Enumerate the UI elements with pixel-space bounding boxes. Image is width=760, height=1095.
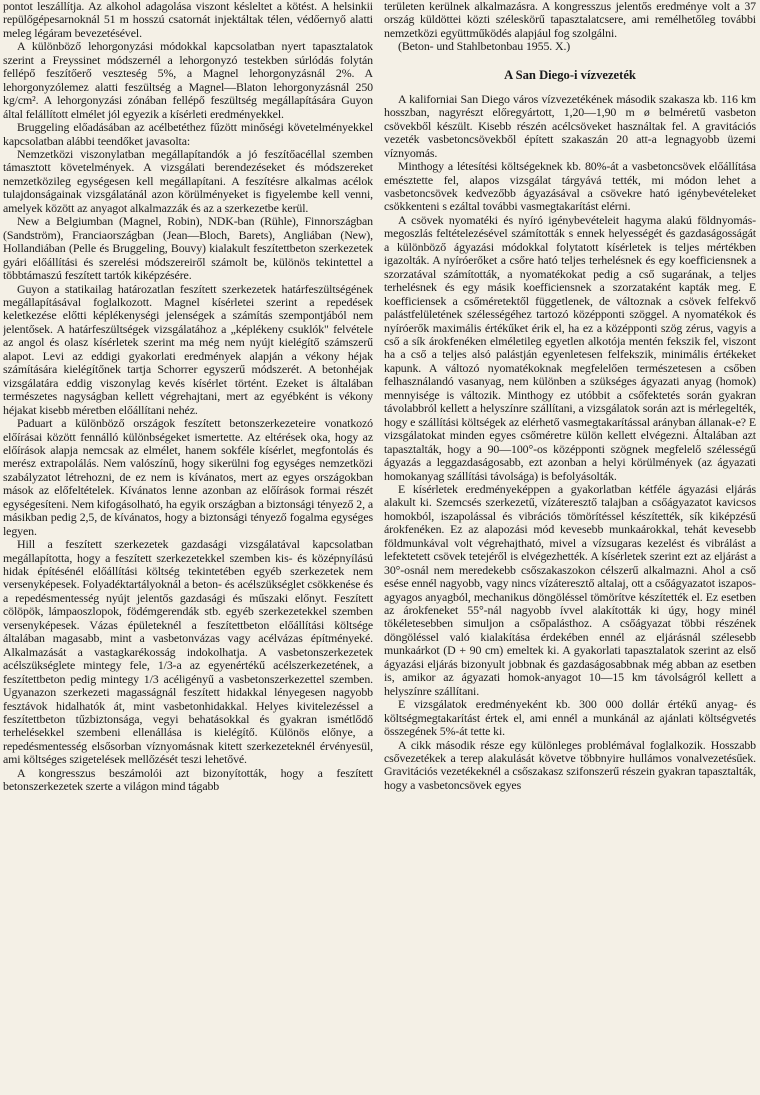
paragraph: Bruggeling előadásában az acélbetéthez fűzött minőségi követelményekkel kapcsolatban alábbi teendőket javasolta: <box>3 120 373 148</box>
right-column <box>384 0 756 1095</box>
paragraph: Paduart a különböző országok feszített betonszerkezeteire vonatkozó előírásai között fennálló különbségeket ismertette. Az eltérések oka, hogy az előírások alapja nemcsak az elmélet, hanem sokféle kísérlet, megfontolás és merész extrapolálás. Nem valószínű, hogy sikerülni fog egységes nemzetközi szabályzatot létrehozni, de ez nem is kívánatos, mert az egyes országokban mások az előfeltételek. Kívánatos lenne azonban az előírások formai részét egységesíteni. Nem kifogásolható, ha egyik országban a biztonsági tényező 2, a másikban pedig 2,5, de kívánatos, hogy a biztonsági tényező fogalma egységes legyen. <box>3 416 373 538</box>
left-column <box>3 0 373 1095</box>
paragraph: New a Belgiumban (Magnel, Robin), NDK-ban (Rühle), Finnországban (Sandström), Franciaországban (Jean—Bloch, Barets), Angliában (New), Hollandiában (Pelle és Bruggeling, Bouvy) kialakult feszítettbeton szerkezetek gyári előállítási és szerelési módszereiről számolt be, különös tekintettel a többtámaszú feszített tartók kiképzésére. <box>3 214 373 283</box>
paragraph: Nemzetközi viszonylatban megállapítandók a jó feszítőacéllal szemben támasztott követelmények. A vizsgálati berendezéseket és módszereket nemzetközileg egységesen kell megállapítani. A feszítésre alkalmas acélok tulajdonságainak vizsgálatánál azon körülményeket is figyelembe kell venni, amelyek között az anyagot alkalmazzák és az a szerkezetbe kerül. <box>3 146 373 215</box>
paragraph: A különböző lehorgonyzási módokkal kapcsolatban nyert tapasztalatok szerint a Freyssinet módszernél a lehorgonyzó testekben súrlódás folytán fellépő feszítőerő veszteség 5%, a Magnel lehorgonyzásnál 2%. A lehorgonyzólemez alatti feszültség a Magnel—Blaton lehorgonyzásnál 250 kg/cm². A lehorgonyzási zónában fellépő feszültség megállapítására Guyon által felállított elmélet jól egyezik a kísérleti eredményekkel. <box>3 39 373 121</box>
paragraph: Guyon a statikailag határozatlan feszített szerkezetek határfeszültségének megállapításával foglalkozott. Magnel kísérletei szerint a repedések keletkezése előtti képlékenységi jelenségek a számítás szempontjából nem jelentősek. A határfeszültségek vizsgálatához a „képlékeny csuklók" felvétele az angol és olasz kísérletek szerint ma még nem nyújt kielégítő számszerű alapot. Levi az eddigi gyakorlati eredmények alapján a vékony héjak számítására kielégítőnek tartja Schorrer egyszerű módszerét. A betonhéjak vizsgálatára eddig viszonylag kevés kísérlet történt. Ezeket is általában természetes nagyságban kellett végrehajtani, mert az egyébként is vékony héjakat kisebb méretben előállítani nehéz. <box>3 281 373 417</box>
paragraph: A csövek nyomatéki és nyíró igénybevételeit hagyma alakú földnyomás-megoszlás feltételezésével számították s ennek helyességét és gazdaságosságát a különböző ágyazási módokkal folytatott kísérletek is teljes mértékben igazolták. A nyíróerőket a csőre ható teljes terhelésnek és egy koefficiensnek a szorzatával számították, a nyomatékokat pedig a cső sugarának, a teljes terhelésnek és egy másik koefficiensnek a szorzataként kapták meg. E koefficiensek a csőméretektől függetlenek, de változnak a csövek felfekvő palástfelületének szélességéhez tartozó középponti szöggel. A nyomatékok és nyíróerők maximális értékűket érik el, ha ez a középponti szög zérus, vagyis a cső a sík árokfenéken elméletileg egyetlen alkotója mentén fekszik fel, viszont ha a cső a teljes alsó palástján egyenletesen felfekszik, minimális értékeket kapunk. A változó nyomatékoknak megfelelően természetesen a csőben felhasználandó vasanyag, nem különben a szükséges ágyazati anyag (homok) mennyisége is változik. Minthogy ez utóbbit a csőfektetés során gyakran távolabbról kellett a helyszínre szállítani, a vizsgálatok során azt is mérlegelték, hogy e szállítási költségek az elérhető vasmegtakarítással arányban állanak-e? E vizsgálatokat minden egyes csőméretre külön kellett elvégezni. Általában azt tapasztalták, hogy a 90—100°-os középponti szögnek megfelelő szélességű ágyazás a leggazdaságosabb, ezt azonban a helyi körülmények (az ágyazati homokanyag szállítási távolsága) is befolyásolták. <box>384 212 756 483</box>
paragraph: pontot leszállítja. Az alkohol adagolása viszont késleltet a kötést. A helsinkii repülőgépesarnoknál 51 m hosszú csatornát injektáltak télen, védőernyő alatti meleg légáram bevezetésével. <box>3 0 373 40</box>
paragraph: E kísérletek eredményeképpen a gyakorlatban kétféle ágyazási eljárás alakult ki. Szemcsés szerkezetű, vízáteresztő talajban a csőágyazatot kavicsos homokból, iszapolással és vibrációs tömörítéssel készítették, sík kiképzésű árokfenéken. Ez az alapozási mód kevesebb munkaárokkal, tehát kevesebb földmunkával volt végrehajtható, mivel a vízsugaras kezelést és vibrálást a lefektetett csövek tetejéről is elvégezhették. A kísérletek szerint ezt az eljárást a 30°-osnál nem meredekebb csőszakaszokon célszerű alkalmazni. Ahol a cső esése ennél nagyobb, vagy nincs vízáteresztő altalaj, ott a csőágyazatot iszapos-agyagos anyagból, mechanikus döngöléssel tömörítve készítették el. Ez esetben az árokfeneket 55°-nál nagyobb ívvel alakították ki úgy, hogy minél tökéletesebben simuljon a csőpalásthoz. A csőágyazat többi részének döngöléssel való kialakítása érdekében ennél az eljárásnál szélesebb munkaárkot (D + 90 cm) emeltek ki. A gyakorlati tapasztalatok szerint az első ágyazási eljárás bizonyult jobbnak és gazdaságosabbnak még abban az esetben is, amikor az ágyazati homok-anyagot 10—15 km távolságról kellett a helyszínre szállítani. <box>384 481 756 698</box>
source-reference: (Beton- und Stahlbetonbau 1955. X.) <box>398 39 571 54</box>
paragraph: területen kerülnek alkalmazásra. A kongresszus jelentős eredménye volt a 37 ország küldöttei közti széleskörű tapasztalatcsere, ami remélhetőleg további nemzetközi együttműködés alapjául fog szolgálni. <box>384 0 756 40</box>
paragraph: Hill a feszített szerkezetek gazdasági vizsgálatával kapcsolatban megállapította, hogy a feszített szerkezetekkel szemben kis- és középnyílású hidak építésénél előállítási költség tekintetében egyéb szerkezetek nem versenyképesek. Folyadéktartályoknál a beton- és acélszükséglet csökkenése és a repedésmentesség nyújt jelentős gazdasági és műszaki előnyt. Feszített cölöpök, lámpaoszlopok, födémgerendák stb. egyéb szerkezetekkel szemben versenyképesek. Vázas épületeknél a feszítettbeton előállítási költsége általában magasabb, mint a vasbetonvázas vagy acélvázas építményeké. Alkalmazását a vastagkarékosság indokolhatja. A vasbetonszerkezetek acélszükséglete mintegy fele, 1/3-a az egyenértékű acélszerkezetének, a feszítettbeton pedig mintegy 1/3 acéligényű a vasbetonszerkezettel szemben. Ugyanazon szerkezeti magasságnál feszített hidakkal lényegesen nagyobb fesztávok hidalhatók át, mint vasbetonhidakkal. Helyes kivitelezéssel a feszítettbeton tűzbiztonsága, vegyi behatásokkal és gyakran ismétlődő terhelésekkel szembeni ellenállása is kielégítő. Különös előnye, a repedésmentesség elsősorban víznyomásnak kitett szerkezeteknél érvényesül, ami költséges szigetelések mellőzését teszi lehetővé. <box>3 537 373 767</box>
article-title: A San Diego-i vízvezeték <box>504 67 636 82</box>
paragraph: Minthogy a létesítési költségeknek kb. 80%-át a vasbetoncsövek előállítása emésztette fel, alapos vizsgálat tárgyává tették, mi módon lehet a vasbetoncsövek kedvezőbb ágyazásával a csövekre ható igénybevételeket csökkenteni s ezáltal további vasmegtakarítást elérni. <box>384 159 756 214</box>
paragraph: A cikk második része egy különleges problémával foglalkozik. Hosszabb csővezetékek a terep alakulását követve többnyire hullámos vonalvezetésűek. Gravitációs vezetékeknél a csőszakasz szifonszerű részein gyakran tapasztalták, hogy a vasbetoncsövek egyes <box>384 737 756 792</box>
paragraph: A kongresszus beszámolói azt bizonyították, hogy a feszített betonszerkezetek szerte a világon mind tágabb <box>3 765 373 794</box>
paragraph: E vizsgálatok eredményeként kb. 300 000 dollár értékű anyag- és költségmegtakarítást értek el, ami ennél a munkánál az ajánlati költségvetés összegének 5%-át tette ki. <box>384 697 756 739</box>
paragraph: A kaliforniai San Diego város vízvezetékének második szakasza kb. 116 km hosszban, nagyrészt előregyártott, 1,20—1,90 m ø belméretű vasbeton csövekből készült. Kisebb részén acélcsöveket használtak fel. A gravitációs vezeték vasbetoncsövekből épített szakaszán 20 att-a legnagyobb üzemi víznyomás. <box>384 91 756 160</box>
